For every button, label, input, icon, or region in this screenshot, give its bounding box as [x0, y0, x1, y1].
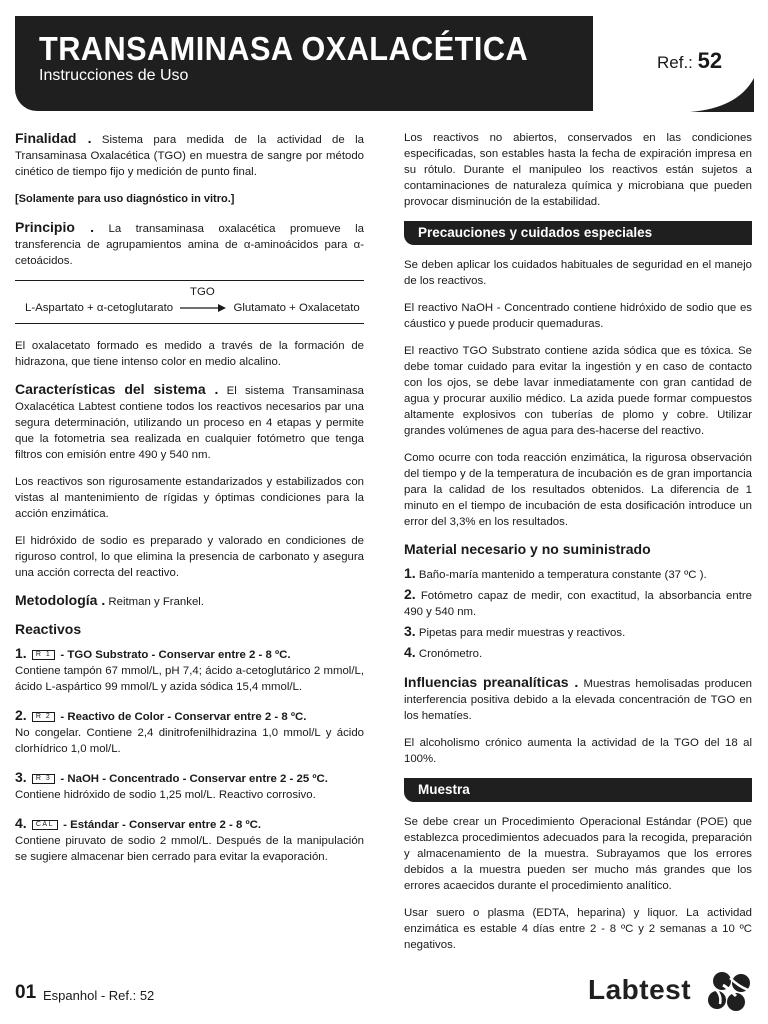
reaction-enzyme: TGO: [190, 286, 215, 298]
labtest-logo-text: Labtest: [588, 974, 692, 1005]
metodologia-term: Metodología .: [15, 592, 106, 608]
precaucion-paragraph: Se deben aplicar los cuidados habituales de seguridad en el manejo de los reactivos.: [404, 259, 752, 287]
invitro-note: [Solamente para uso diagnóstico in vitro.]: [15, 193, 235, 205]
caracteristicas-term: Características del sistema .: [15, 381, 219, 397]
precaucion-paragraph: El reactivo NaOH - Concentrado contiene hidróxido de sodio que es cáustico y puede producir quemaduras.: [404, 302, 752, 330]
reagent-title: - Reactivo de Color - Conservar entre 2 - 8 ºC.: [57, 711, 307, 723]
material-number: 3.: [404, 623, 416, 639]
reagent-item: [15, 707, 364, 757]
hidroxido-paragraph: El hidróxido de sodio es preparado y valorado en condiciones de riguroso control, lo que elimina la presencia de carbonato y asegura una acción correcta del reactivo.: [15, 535, 364, 579]
reagent-item: [15, 645, 364, 695]
reaction-substrates: L-Aspartato + α-cetoglutarato: [25, 302, 174, 314]
reaction-line: [25, 300, 360, 316]
reagent-box-label: CAL: [32, 820, 58, 830]
reagent-box-label: R 2: [32, 712, 55, 722]
reagent-box-label: R 3: [32, 774, 55, 784]
precaucion-paragraph: El reactivo TGO Substrato contiene azida sódica que es tóxica. Se debe tomar cuidado para evitar la ingestión y en caso de contacto con los ojos, se debe lavar inmediatamente con gran cantidad de agua y procurar auxilio médico. La azida puede formar compuestos altamente explosivos con tuberías de plomo y cobre. Utilizar grandes volúmenes de agua para des-hacerse del reactivo.: [404, 345, 752, 437]
reaction-arrow-icon: [180, 304, 226, 312]
reference: [657, 48, 722, 74]
reagent-text: Contiene piruvato de sodio 2 mmol/L. Después de la manipulación se sugiere almacenar bien cerrado para evitar la evaporación.: [15, 835, 364, 863]
metodologia-paragraph: [15, 592, 364, 610]
muestra-paragraph: Usar suero o plasma (EDTA, heparina) y liquor. La actividad enzimática es estable 4 días entre 2 - 8 ºC y 2 semanas a 10 ºC negativos.: [404, 907, 752, 951]
material-text: Baño-maría mantenido a temperatura constante (37 ºC ).: [415, 569, 707, 581]
document-title: TRANSAMINASA OXALACÉTICA: [39, 30, 529, 67]
labtest-logo-icon: [706, 970, 754, 1014]
reagent-text: No congelar. Contiene 2,4 dinitrofenilhidrazina 1,0 mmol/L y ácido clorhídrico 1,0 mol/L.: [15, 727, 364, 755]
muestra-title-bar: Muestra: [404, 778, 752, 802]
reagent-text: Contiene tampón 67 mmol/L, pH 7,4; ácido a-cetoglutárico 2 mmol/L, ácido L-aspártico 99 mmol/L y azida sódica 15,4 mmol/L.: [15, 665, 364, 693]
document-subtitle: Instrucciones de Uso: [39, 67, 189, 84]
caracteristicas-text: El sistema Transaminasa Oxalacética Labtest contiene todos los reactivos necesarios par una segura determinación, utilizando un proceso en 4 etapas y permite que la fotometria sea realizada en cualquier fotómetro que tenga filtros con emisión entre 490 y 540 nm.: [15, 385, 364, 461]
reagent-number: 1.: [15, 645, 27, 661]
reagent-title: - TGO Substrato - Conservar entre 2 - 8 ºC.: [57, 649, 291, 661]
ref-label: Ref.:: [657, 53, 693, 72]
influencias-term: Influencias preanalíticas .: [404, 674, 579, 690]
material-item: [404, 565, 752, 583]
material-text: Cronómetro.: [415, 648, 483, 660]
reaction-products: Glutamato + Oxalacetato: [233, 302, 360, 314]
footer-language-ref: Espanhol - Ref.: 52: [43, 988, 155, 1003]
material-title: Material necesario y no suministrado: [404, 541, 651, 557]
metodologia-text: Reitman y Frankel.: [105, 596, 204, 608]
reactivos-title: Reactivos: [15, 621, 82, 637]
principio-text: La transaminasa oxalacética promueve la transferencia de agrupamientos amina de α-aminoácidos para α-cetoácidos.: [15, 223, 364, 267]
precaucion-paragraph: Como ocurre con toda reacción enzimática, la rigurosa observación del tiempo y de la temperatura de incubación es de gran importancia para la calidad de los resultados obtenidos. La diferencia de 1 minuto en el tiempo de incubación de esta dosificación introduce un error del 3,3% en los resultados.: [404, 452, 752, 528]
principio-term: Principio .: [15, 219, 94, 235]
material-number: 2.: [404, 586, 416, 602]
oxalacetato-paragraph: El oxalacetato formado es medido a través de la formación de hidrazona, que tiene intenso color en medio alcalino.: [15, 340, 364, 368]
reagent-number: 4.: [15, 815, 27, 831]
finalidad-term: Finalidad .: [15, 130, 92, 146]
precauciones-title-bar: Precauciones y cuidados especiales: [404, 221, 752, 245]
left-column: [15, 130, 364, 877]
material-text: Fotómetro capaz de medir, con exactitud, la absorbancia entre 490 y 540 nm.: [404, 590, 752, 618]
caracteristicas-paragraph: [15, 381, 364, 463]
muestra-paragraph: Se debe crear un Procedimiento Operacional Estándar (POE) que establezca procedimientos adecuados para la recogida, preparación y almacenamiento de la muestra. Subrayamos que los errores debidos a la muestra pueden ser mucho más grandes que los errores acaecidos durante el procedimiento analítico.: [404, 816, 752, 892]
material-item: [404, 586, 752, 620]
finalidad-paragraph: [15, 130, 364, 180]
reagent-item: [15, 769, 364, 803]
storage-paragraph: Los reactivos no abiertos, conservados en las condiciones especificadas, son estables hasta la fecha de expiración impresa en su rótulo. Durante el manipuleo los reactivos están sujetos a contaminaciones de naturaleza química y microbiana que pueden provocar disminución de la estabilidad.: [404, 132, 752, 208]
reagent-number: 3.: [15, 769, 27, 785]
reagent-title: - Estándar - Conservar entre 2 - 8 ºC.: [59, 819, 262, 831]
alcoholismo-paragraph: El alcoholismo crónico aumenta la actividad de la TGO del 18 al 100%.: [404, 737, 752, 765]
reactivos-standard-paragraph: Los reactivos son rigurosamente estandarizados y estabilizados con vistas al mantenimiento de rígidas y óptimas condiciones para la acción enzimática.: [15, 476, 364, 520]
material-number: 1.: [404, 565, 416, 581]
influencias-paragraph: [404, 674, 752, 724]
reagent-box-label: R 1: [32, 650, 55, 660]
material-item: [404, 644, 752, 662]
corner-swoosh-icon: [690, 78, 754, 112]
material-number: 4.: [404, 644, 416, 660]
finalidad-text: Sistema para medida de la actividad de la Transaminasa Oxalacética (TGO) en muestra de sangre por método cinético de tiempo fijo y medición de punto final.: [15, 134, 364, 178]
reagent-number: 2.: [15, 707, 27, 723]
header-banner: [15, 16, 593, 111]
reaction-equation: [15, 280, 364, 324]
page-number: 01: [15, 982, 37, 1003]
influencias-text: Muestras hemolisadas producen interferencia positiva debido a la elevada concentración de TGO en los hematíes.: [404, 678, 752, 722]
material-item: [404, 623, 752, 641]
reagent-text: Contiene hidróxido de sodio 1,25 mol/L. Reactivo corrosivo.: [15, 789, 316, 801]
right-column: [404, 130, 752, 964]
ref-number: 52: [697, 48, 723, 73]
material-text: Pipetas para medir muestras y reactivos.: [415, 627, 626, 639]
reagent-title: - NaOH - Concentrado - Conservar entre 2 - 25 ºC.: [57, 773, 328, 785]
principio-paragraph: [15, 219, 364, 269]
reagent-item: [15, 815, 364, 865]
